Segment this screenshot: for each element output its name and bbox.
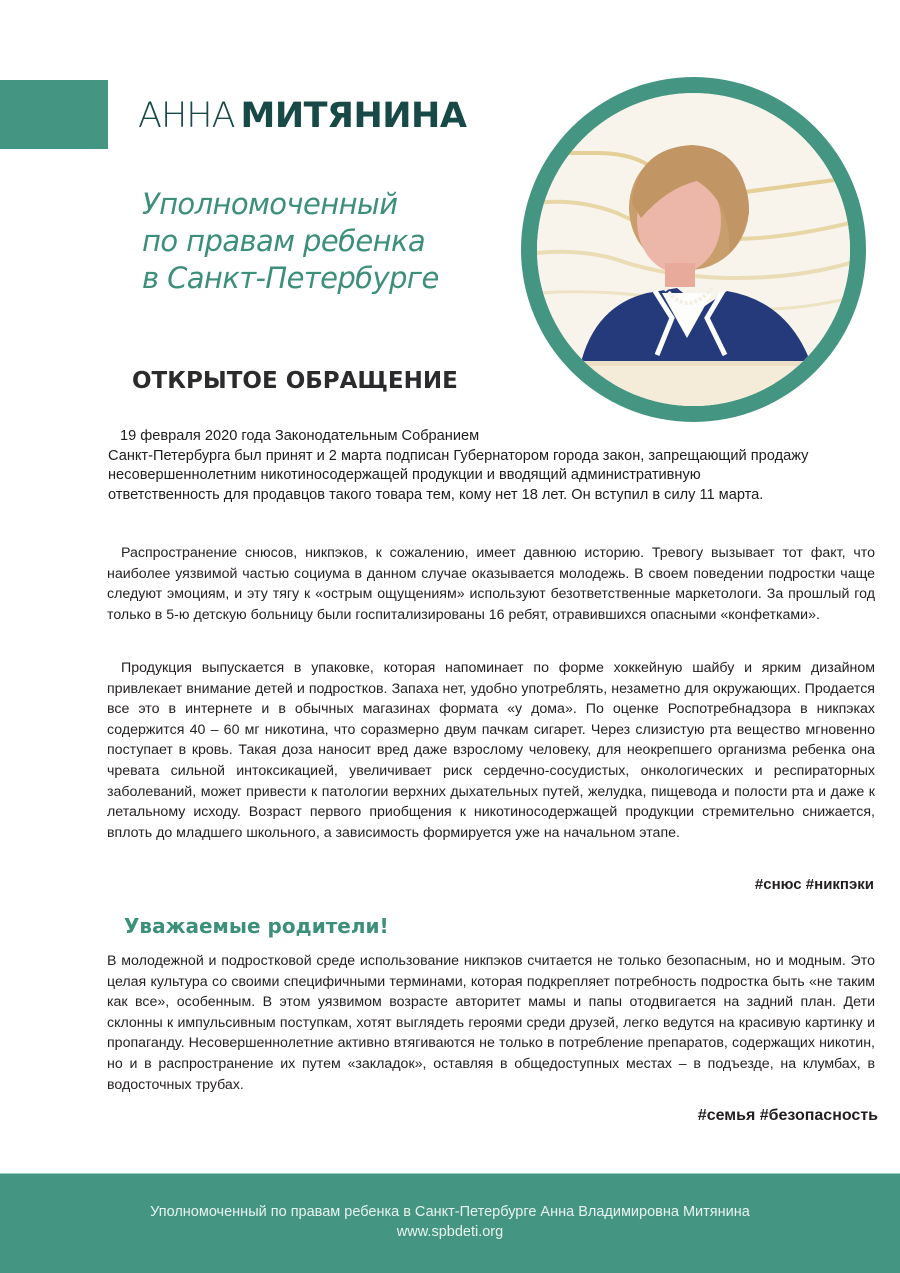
paragraph-snus-history <box>107 543 875 625</box>
intro-line: несовершеннолетним никотиносодержащей продукции и вводящий административную <box>108 467 701 483</box>
role-line: по правам ребенка <box>142 224 426 258</box>
author-name <box>138 92 466 139</box>
author-role <box>142 186 502 297</box>
intro-line: 19 февраля 2020 года Законодательным Собранием <box>120 428 480 444</box>
footer-attribution: Уполномоченный по правам ребенка в Санкт-Петербурге Анна Владимировна Митянина <box>150 1204 750 1220</box>
role-line: в Санкт-Петербурге <box>142 261 439 295</box>
footer-website-link[interactable]: www.spbdeti.org <box>396 1224 504 1240</box>
paragraph-text: Продукция выпускается в упаковке, которая напоминает по форме хоккейную шайбу и ярким дизайном привлекает внимание детей и подростков. Запаха нет, удобно употреблять, незаметно для окружающих. Продается все это в интернете и в обычных магазинах формата «у дома». По оценке Роспотребнадзора в никпэках содержится 40 – 60 мг никотина, что соразмерно двум пачкам сигарет. Через слизистую рта вещество мгновенно поступает в кровь. Такая доза наносит вред даже взрослому человеку, для неокрепшего организма ребенка она чревата сильной интоксикацией, увеличивает риск сердечно-сосудистых, онкологических и респираторных заболеваний, может привести к патологии верхних дыхательных путей, желудка, пищевода и полости рта и даже к летальному исходу. Возраст первого приобщения к никотиносодержащей продукции стремительно снижается, вплоть до младшего школьного, а зависимость формируется уже на начальном этапе. <box>107 660 875 841</box>
portrait-illustration <box>537 93 850 406</box>
paragraph-text: Распространение снюсов, никпэков, к сожалению, имеет давнюю историю. Тревогу вызывает тот факт, что наиболее уязвимой частью социума в данном случае оказывается молодежь. В своем поведении подростки чаще следуют эмоциям, и эту тягу к «острым ощущениям» используют безответственные маркетологи. За прошлый год только в 5-ю детскую больницу были госпитализированы 16 ребят, отравившихся опасными «конфетками». <box>107 545 875 623</box>
hashtags-snus: #снюс #никпэки <box>754 876 874 893</box>
paragraph-parents: В молодежной и подростковой среде использование никпэков считается не только безопасным, но и модным. Это целая культура со своими специфичными терминами, которая подкрепляет потребность подростка быть «не таким как все», особенным. В этом уязвимом возрасте авторитет мамы и папы отодвигается на задний план. Дети склонны к импульсивным поступкам, хотят выглядеть героями среди друзей, легко ведутся на красивую картинку и пропаганду. Несовершеннолетние активно втягиваются не только в потребление препаратов, содержащих никотин, но и в распространение их путем «закладок», оставляя в общедоступных местах – в подъезде, на клумбах, в водосточных трубах. <box>107 953 875 1093</box>
document-title: ОТКРЫТОЕ ОБРАЩЕНИЕ <box>132 368 458 394</box>
intro-line: Санкт-Петербурга был принят и 2 марта подписан Губернатором города закон, запрещающий продажу <box>108 447 809 464</box>
role-line: Уполномоченный <box>142 187 398 221</box>
accent-block <box>0 80 108 149</box>
footer <box>0 1173 900 1273</box>
intro-line: ответственность для продавцов такого товара тем, кому нет 18 лет. Он вступил в силу 11 марта. <box>108 486 764 503</box>
parents-heading: Уважаемые родители! <box>124 914 389 938</box>
author-first-name: АННА <box>138 96 235 136</box>
portrait-photo-icon <box>537 93 850 406</box>
portrait-frame <box>521 77 866 422</box>
paragraph-product-danger <box>107 658 875 843</box>
author-last-name: МИТЯНИНА <box>240 96 467 136</box>
hashtags-family: #семья #безопасность <box>697 1107 878 1124</box>
intro-paragraph <box>108 427 868 505</box>
